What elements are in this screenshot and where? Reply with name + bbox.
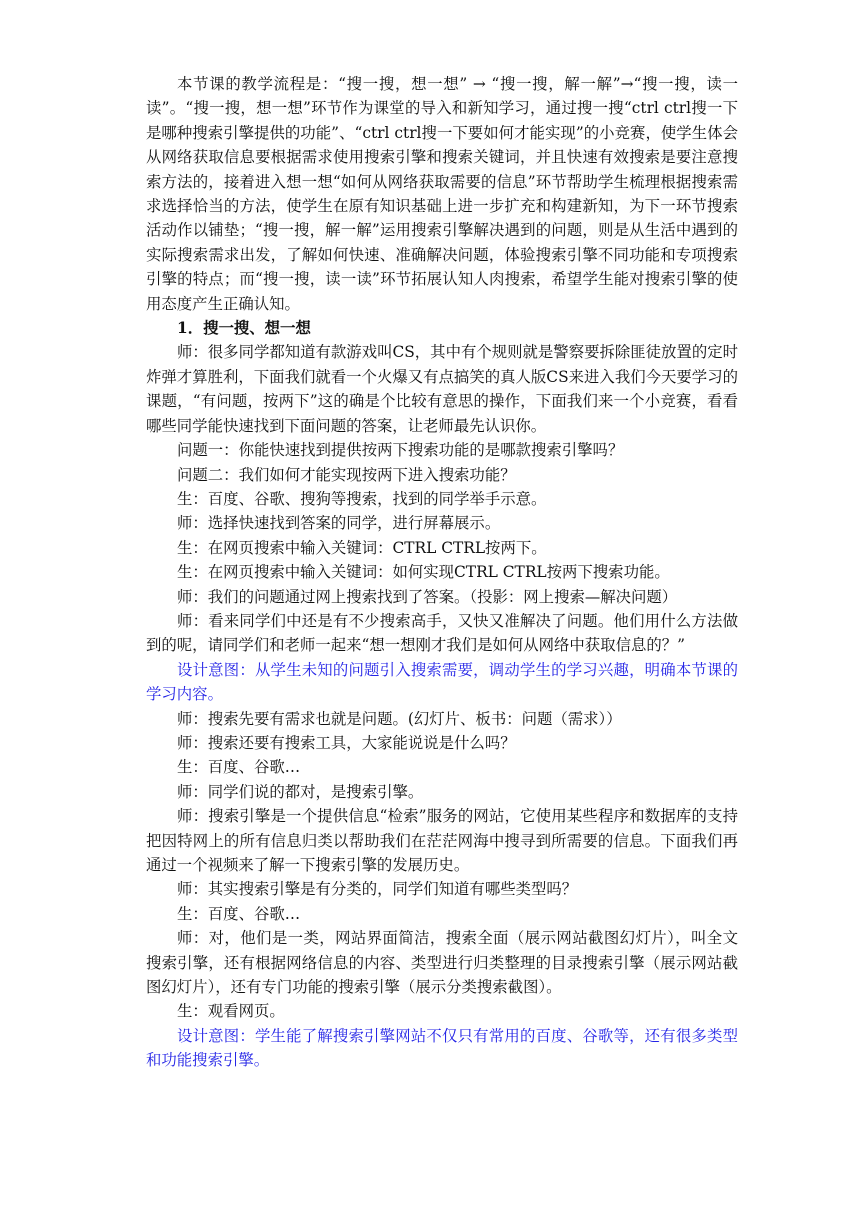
dialogue-line: 生：在网页搜索中输入关键词：CTRL CTRL按两下。 <box>177 538 547 557</box>
dialogue-line: 师：搜索先要有需求也就是问题。(幻灯片、板书：问题（需求）） <box>177 709 622 728</box>
dialogue-line: 生：在网页搜索中输入关键词：如何实现CTRL CTRL按两下搜索功能。 <box>177 563 670 582</box>
dialogue-line: 师：搜索还要有搜索工具，大家能说说是什么吗？ <box>177 733 516 752</box>
intro-paragraph: 本节课的教学流程是：“搜一搜，想一想” → “搜一搜，解一解”→“搜一搜，读一读”。“搜一搜，想一想”环节作为课堂的导入和新知学习，通过搜一搜“ctrl ctrl搜一下是哪种搜索引擎提供的功能”、“ctrl ctrl搜一下要如何才能实现”的小竞赛，使学生体会从网络获取信息要根据需求使用搜索引擎和搜索关键词，并且快速有效搜索是要注意搜索方法的，接着进入想一想“如何从网络获取需要的信息”环节帮助学生梳理根据搜索需求选择恰当的方法，使学生在原有知识基础上进一步扩充和构建新知，为下一环节搜索活动作以铺垫；“搜一搜，解一解”运用搜索引擎解决遇到的问题，则是从生活中遇到的实际搜索需求出发，了解如何快速、准确解决问题，体验搜索引擎不同功能和专项搜索引擎的特点；而“搜一搜，读一读”环节拓展认知人肉搜索，希望学生能对搜索引擎的使用态度产生正确认知。 <box>146 75 738 313</box>
dialogue-line: 生：百度、谷歌… <box>177 758 301 777</box>
dialogue-line: 师：同学们说的都对，是搜索引擎。 <box>177 782 424 801</box>
document-page <box>146 72 738 1073</box>
dialogue-line: 生：观看网页。 <box>177 1002 285 1021</box>
dialogue-line: 生：百度、谷歌… <box>177 904 301 923</box>
dialogue-line: 师：选择快速找到答案的同学，进行屏幕展示。 <box>177 514 501 533</box>
dialogue-line: 问题二：我们如何才能实现按两下进入搜索功能？ <box>177 465 516 484</box>
dialogue-line: 问题一：你能快速找到提供按两下搜索功能的是哪款搜索引擎吗？ <box>177 441 624 460</box>
dialogue-line: 师：对，他们是一类，网站界面简洁，搜索全面（展示网站截图幻灯片），叫全文搜索引擎，还有根据网络信息的内容、类型进行归类整理的目录搜索引擎（展示网站截图幻灯片），还有专门功能的搜索引擎（展示分类搜索截图）。 <box>146 929 738 997</box>
section-heading: 1．搜一搜、想一想 <box>177 319 311 338</box>
dialogue-line: 师：其实搜索引擎是有分类的，同学们知道有哪些类型吗？ <box>177 880 578 899</box>
dialogue-line: 师：我们的问题通过网上搜索找到了答案。（投影：网上搜索—解决问题） <box>177 587 678 606</box>
dialogue-line: 师：搜索引擎是一个提供信息“检索”服务的网站，它使用某些程序和数据库的支持把因特网上的所有信息归类以帮助我们在茫茫网海中搜寻到所需要的信息。下面我们再通过一个视频来了解一下搜索引擎的发展历史。 <box>146 807 738 874</box>
dialogue-line: 生：百度、谷歌、搜狗等搜索，找到的同学举手示意。 <box>177 489 547 508</box>
design-intent-2: 设计意图：学生能了解搜索引擎网站不仅只有常用的百度、谷歌等，还有很多类型和功能搜索引擎。 <box>146 1026 738 1070</box>
dialogue-line: 师：很多同学都知道有款游戏叫CS，其中有个规则就是警察要拆除匪徒放置的定时炸弹才算胜利，下面我们就看一个火爆又有点搞笑的真人版CS来进入我们今天要学习的课题，“有问题，按两下”这的确是个比较有意思的操作，下面我们来一个小竞赛，看看哪些同学能快速找到下面问题的答案，让老师最先认识你。 <box>146 343 738 435</box>
dialogue-line: 师：看来同学们中还是有不少搜索高手，又快又准解决了问题。他们用什么方法做到的呢，请同学们和老师一起来“想一想刚才我们是如何从网络中获取信息的？” <box>146 611 738 655</box>
design-intent-1: 设计意图：从学生未知的问题引入搜索需要，调动学生的学习兴趣，明确本节课的学习内容。 <box>146 660 738 704</box>
